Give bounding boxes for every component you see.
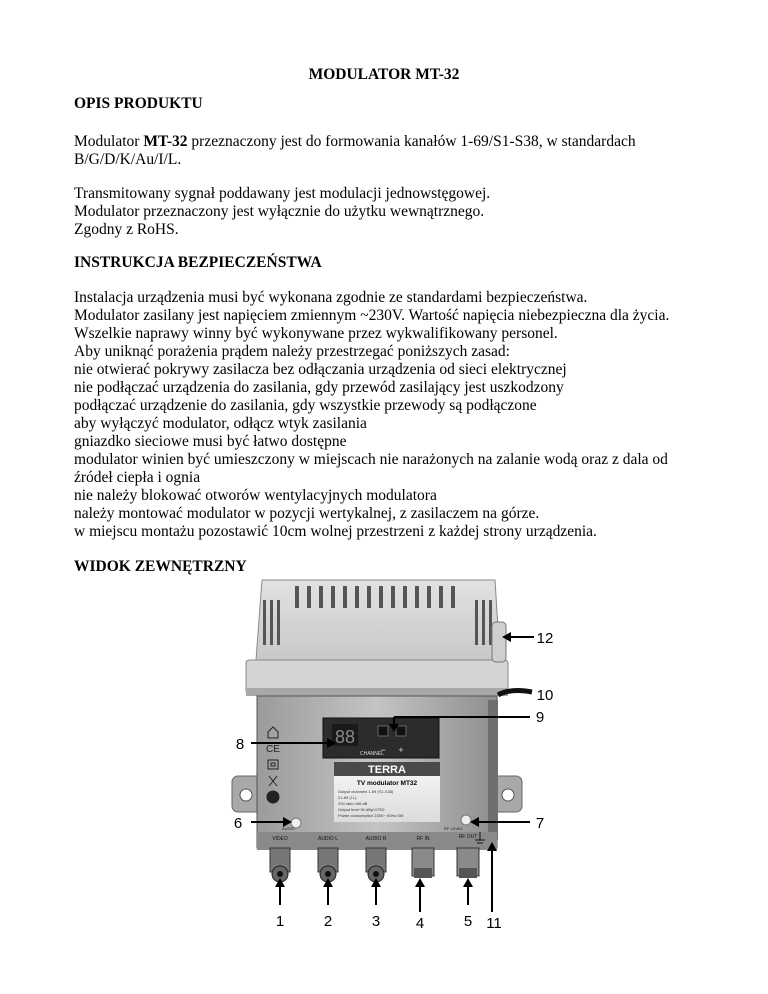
safety-line: Aby uniknąć porażenia prądem należy przestrzegać poniższych zasad: — [74, 343, 510, 360]
safety-line: nie otwierać pokrywy zasilacza bez odłączania urządzenia od sieci elektrycznej — [74, 361, 567, 378]
safety-line: nie podłączać urządzenia do zasilania, gdy przewód zasilający jest uszkodzony — [74, 379, 564, 396]
power-plug-cover — [492, 622, 506, 662]
p1-model: MT-32 — [143, 133, 188, 150]
safety-line: należy montować modulator w pozycji wertykalnej, z zasilaczem na górze. — [74, 505, 540, 522]
channel-display: 88 — [334, 727, 356, 747]
section-heading-product: OPIS PRODUKTU — [74, 95, 203, 112]
port-label-video: VIDEO — [272, 836, 288, 842]
safety-line: w miejscu montażu pozostawić 10cm wolnej przestrzeni z każdej strony urządzenia. — [74, 523, 597, 540]
power-cord — [498, 691, 532, 695]
audio-r-connector[interactable] — [366, 848, 386, 882]
safety-line: podłączać urządzenie do zasilania, gdy wszystkie przewody są podłączone — [74, 397, 537, 414]
callout-1: 1 — [275, 913, 285, 930]
rf-level-knob[interactable] — [461, 815, 471, 825]
callout-3: 3 — [371, 913, 381, 930]
safety-line: gniazdko sieciowe musi być łatwo dostępne — [74, 433, 347, 450]
safety-line: nie należy blokować otworów wentylacyjnych modulatora — [74, 487, 437, 504]
safety-line: aby wyłączyć modulator, odłącz wtyk zasilania — [74, 415, 367, 432]
rf-out-connector[interactable] — [457, 848, 479, 878]
minus-label: − — [380, 745, 386, 755]
channel-label: CHANNEL — [360, 751, 384, 757]
callout-7: 7 — [535, 815, 545, 832]
spec-row: Output level 90 dBμV/75Ω — [338, 807, 385, 812]
plus-label: + — [398, 745, 404, 755]
callout-9: 9 — [535, 709, 545, 726]
callout-10: 10 — [536, 687, 554, 704]
callout-8: 8 — [235, 736, 245, 753]
port-label-audio-l: AUDIO L — [317, 836, 339, 842]
document-title: MODULATOR MT-32 — [308, 66, 460, 83]
product-text-line: Modulator przeznaczony jest wyłącznie do użytku wewnątrznego. — [74, 203, 485, 220]
audio-l-connector[interactable] — [318, 848, 338, 882]
spec-row: Power consumption 230V~ 50Hz 5W — [338, 813, 404, 818]
model-label: TV modulator MT32 — [356, 780, 418, 787]
product-paragraph-line2: B/G/D/K/Au/I/L. — [74, 151, 182, 168]
port-label-rf-in: RF IN — [416, 836, 430, 842]
section-heading-safety: INSTRUKCJA BEZPIECZEŃSTWA — [74, 254, 322, 271]
safety-line: Instalacja urządzenia musi być wykonana zgodnie ze standardami bezpieczeństwa. — [74, 289, 588, 306]
rf-level-label: RF LEVEL — [444, 826, 463, 831]
callout-2: 2 — [323, 913, 333, 930]
p1-post: przeznaczony jest do formowania kanałów 1-69/S1-S38, w standardach — [187, 133, 636, 150]
minus-button[interactable] — [378, 726, 388, 736]
safety-line: źródeł ciepła i ognia — [74, 469, 201, 486]
safety-line: Wszelkie naprawy winny być wykonywane przez wykwalifikowany personel. — [74, 325, 558, 342]
ce-mark-icon: CE — [266, 744, 280, 755]
callout-5: 5 — [463, 913, 473, 930]
p1-pre: Modulator — [74, 133, 144, 150]
connectors — [270, 848, 479, 882]
port-label-audio-r: AUDIO R — [365, 836, 387, 842]
spec-row: Output channels 1-69 (S1-S38) — [338, 789, 394, 794]
callout-12: 12 — [536, 630, 554, 647]
port-label-rf-out: RF OUT — [458, 834, 478, 840]
product-text-line: Zgodny z RoHS. — [74, 221, 179, 238]
plus-button[interactable] — [396, 726, 406, 736]
certification-mark-icon — [267, 791, 279, 803]
safety-line: Modulator zasilany jest napięciem zmiennym ~230V. Wartość napięcia niebezpieczna dla życia. — [74, 307, 670, 324]
rf-in-connector[interactable] — [412, 848, 434, 878]
brand-name: TERRA — [368, 764, 406, 776]
safety-line: modulator winien być umieszczony w miejscach nie narażonych na zalanie wodą oraz z dala od — [74, 451, 668, 468]
spec-row: S/N ratio ≥56 dB — [338, 801, 368, 806]
audio-knob-label: AUDIO — [282, 826, 295, 831]
power-supply-housing — [246, 580, 508, 696]
callout-11: 11 — [486, 915, 502, 932]
product-text-line: Transmitowany sygnał poddawany jest modulacji jednowstęgowej. — [74, 185, 491, 202]
video-connector[interactable] — [270, 848, 290, 882]
callout-6: 6 — [233, 815, 243, 832]
callout-4: 4 — [415, 915, 425, 932]
section-heading-external-view: WIDOK ZEWNĘTRZNY — [74, 558, 247, 575]
spec-row: 21-69 (I.L) — [338, 795, 357, 800]
